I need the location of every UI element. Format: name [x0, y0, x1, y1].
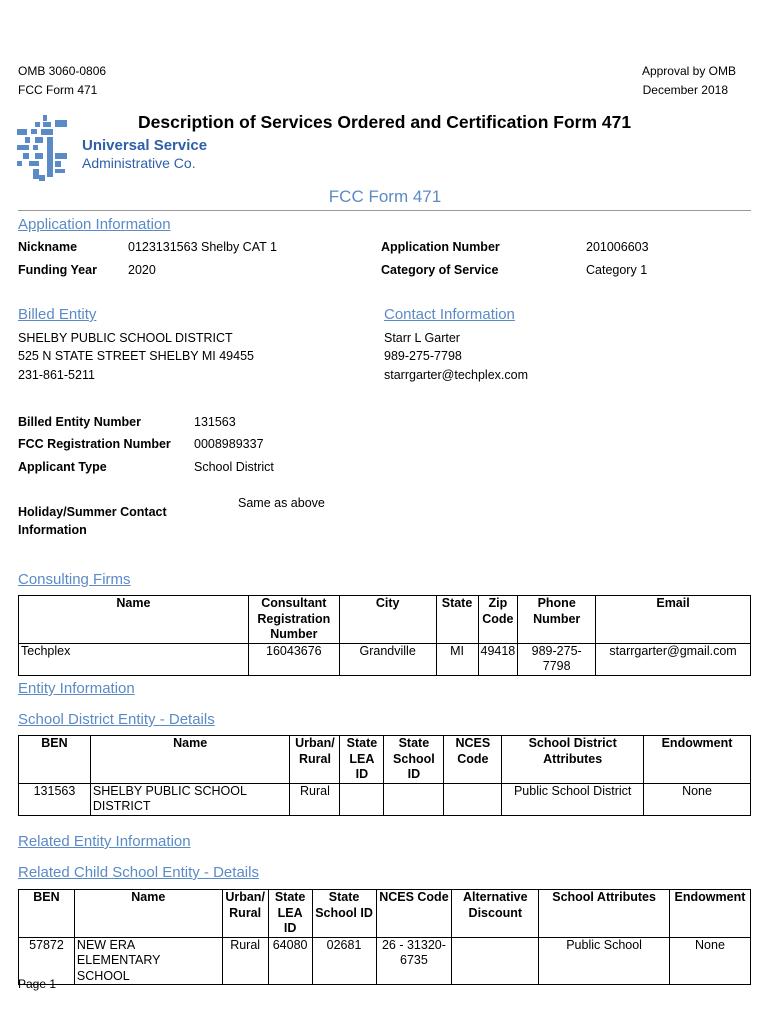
consulting-heading: Consulting Firms [18, 571, 131, 588]
billed-entity-address: 525 N STATE STREET SHELBY MI 49455 [18, 349, 254, 363]
related-name: NEW ERA ELEMENTARY SCHOOL [74, 937, 222, 985]
col-city: City [339, 596, 436, 644]
nickname-value: 0123131563 Shelby CAT 1 [128, 240, 277, 254]
related-lea: 64080 [268, 937, 312, 985]
logo-line1: Universal Service [82, 137, 208, 154]
entity-name: SHELBY PUBLIC SCHOOL DISTRICT [90, 783, 290, 815]
funding-year-label: Funding Year [18, 263, 97, 277]
billed-entity-heading: Billed Entity [18, 306, 97, 323]
school-district-table [18, 735, 751, 816]
related-ben: 57872 [19, 937, 75, 985]
application-number-label: Application Number [381, 240, 500, 254]
col-nces: NCES Code [376, 890, 452, 938]
col-urban-rural: Urban/ Rural [290, 736, 340, 784]
fcc-reg-value: 0008989337 [194, 437, 264, 451]
table-row [19, 783, 751, 815]
table-row [19, 937, 751, 985]
related-heading: Related Entity Information [18, 833, 191, 850]
consultant-state: MI [436, 643, 478, 675]
related-alt-discount [452, 937, 539, 985]
consultant-name: Techplex [19, 643, 249, 675]
consultant-city: Grandville [339, 643, 436, 675]
consultant-email: starrgarter@gmail.com [596, 643, 751, 675]
contact-phone: 989-275-7798 [384, 349, 462, 363]
consultant-phone: 989-275-7798 [518, 643, 596, 675]
related-endowment: None [669, 937, 750, 985]
entity-heading: Entity Information [18, 680, 135, 697]
related-nces: 26 - 31320- 6735 [376, 937, 452, 985]
page-number: Page 1 [18, 977, 57, 991]
applicant-type-value: School District [194, 460, 274, 474]
col-school-id: State School ID [312, 890, 376, 938]
col-zip: Zip Code [478, 596, 518, 644]
contact-email: starrgarter@techplex.com [384, 368, 528, 382]
col-email: Email [596, 596, 751, 644]
ben-label: Billed Entity Number [18, 415, 141, 429]
omb-number: OMB 3060-0806 [18, 64, 107, 78]
school-district-heading: School District Entity - Details [18, 711, 215, 728]
col-endowment: Endowment [644, 736, 751, 784]
col-attributes: School District Attributes [502, 736, 644, 784]
col-phone: Phone Number [518, 596, 596, 644]
category-value: Category 1 [586, 263, 648, 277]
ben-value: 131563 [194, 415, 236, 429]
contact-name: Starr L Garter [384, 331, 460, 345]
application-number-value: 201006603 [586, 240, 649, 254]
col-school-attributes: School Attributes [539, 890, 670, 938]
related-child-heading: Related Child School Entity - Details [18, 864, 259, 881]
application-heading: Application Information [18, 216, 171, 233]
category-label: Category of Service [381, 263, 499, 277]
col-lea-id: State LEA ID [340, 736, 384, 784]
col-registration: Consultant Registration Number [248, 596, 339, 644]
divider [18, 210, 751, 211]
entity-nces [444, 783, 502, 815]
related-urban: Rural [222, 937, 268, 985]
related-header-row [19, 890, 751, 938]
nickname-label: Nickname [18, 240, 78, 254]
related-child-table [18, 889, 751, 985]
applicant-type-label: Applicant Type [18, 460, 107, 474]
consultant-reg: 16043676 [248, 643, 339, 675]
holiday-label-1: Holiday/Summer Contact [18, 505, 167, 519]
entity-attributes: Public School District [502, 783, 644, 815]
usac-logo-icon [15, 115, 75, 185]
col-ben: BEN [19, 736, 91, 784]
entity-lea [340, 783, 384, 815]
entity-endowment: None [644, 783, 751, 815]
consulting-table [18, 595, 751, 676]
logo-line2: Administrative Co. [82, 155, 196, 171]
entity-header-row [19, 736, 751, 784]
table-row [19, 643, 751, 675]
omb-approval: Approval by OMB [641, 64, 736, 78]
related-attributes: Public School [539, 937, 670, 985]
contact-heading: Contact Information [384, 306, 515, 323]
entity-ben: 131563 [19, 783, 91, 815]
holiday-label-2: Information [18, 523, 87, 537]
col-ben: BEN [19, 890, 75, 938]
col-alt-discount: Alternative Discount [452, 890, 539, 938]
holiday-value: Same as above [238, 496, 325, 510]
entity-urban: Rural [290, 783, 340, 815]
consultant-zip: 49418 [478, 643, 518, 675]
col-name: Name [90, 736, 290, 784]
col-endowment: Endowment [669, 890, 750, 938]
col-name: Name [74, 890, 222, 938]
billed-entity-name: SHELBY PUBLIC SCHOOL DISTRICT [18, 331, 233, 345]
document-title: Description of Services Ordered and Certification Form 471 [138, 112, 632, 132]
billed-entity-phone: 231-861-5211 [18, 368, 95, 382]
funding-year-value: 2020 [128, 263, 156, 277]
form-title: FCC Form 471 [328, 187, 442, 206]
col-urban-rural: Urban/ Rural [222, 890, 268, 938]
col-name: Name [19, 596, 249, 644]
col-school-id: State School ID [384, 736, 444, 784]
col-nces: NCES Code [444, 736, 502, 784]
col-lea-id: State LEA ID [268, 890, 312, 938]
form-number: FCC Form 471 [18, 83, 98, 97]
related-school-id: 02681 [312, 937, 376, 985]
col-state: State [436, 596, 478, 644]
consulting-header-row [19, 596, 751, 644]
fcc-reg-label: FCC Registration Number [18, 437, 171, 451]
entity-school-id [384, 783, 444, 815]
approval-date: December 2018 [642, 83, 728, 97]
